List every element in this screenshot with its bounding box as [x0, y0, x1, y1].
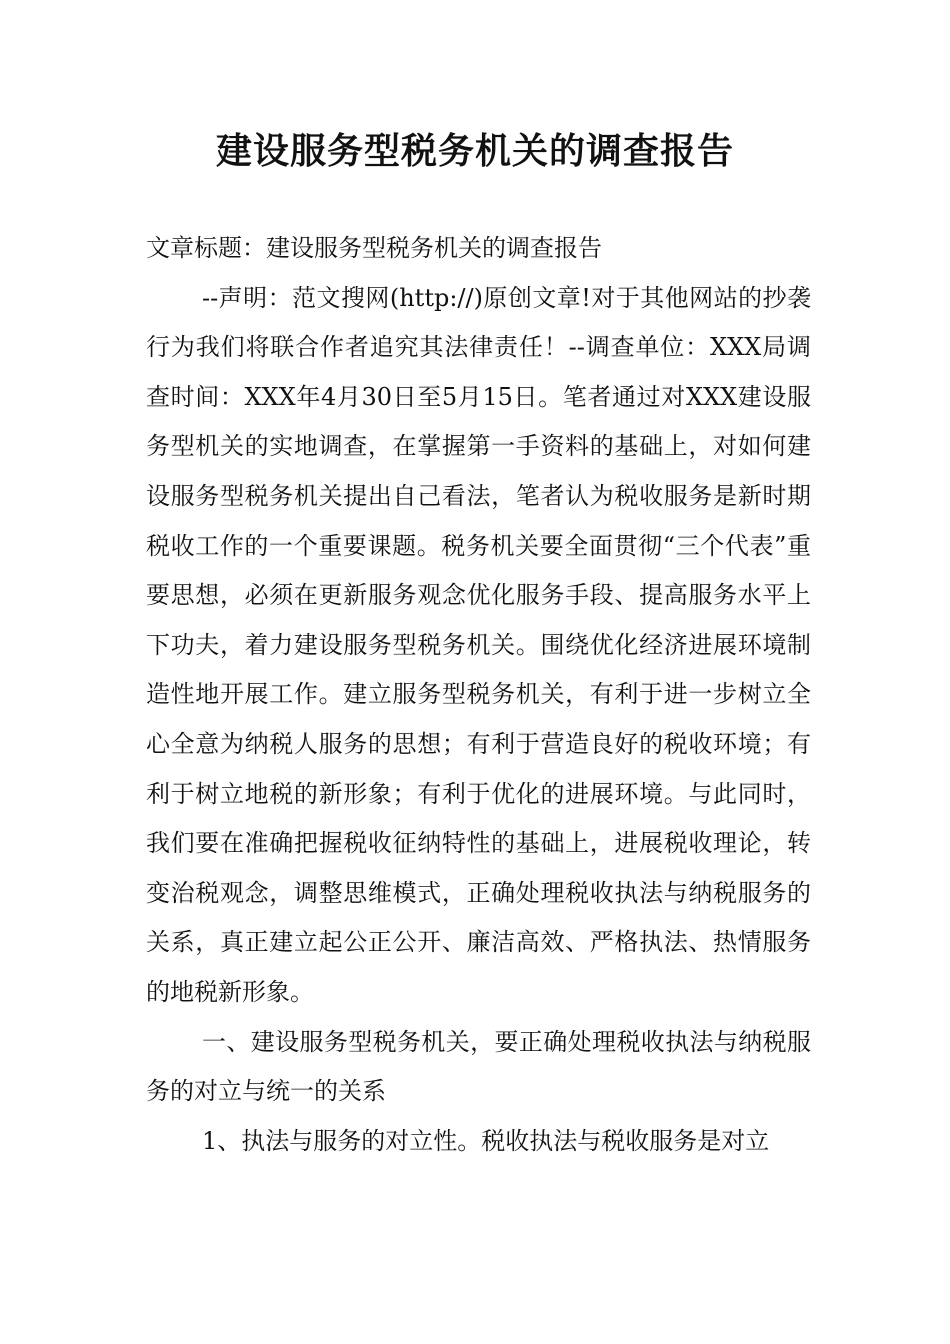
document-body: [146, 224, 811, 1166]
statement-paragraph: --声明：范文搜网(http://)原创文章!对于其他网站的抄袭行为我们将联合作者追究其法律责任！--调查单位：XXX局调查时间：XXX年4月30日至5月15日。笔者通过对XXX建设服务型机关的实地调查，在掌握第一手资料的基础上，对如何建设服务型税务机关提出自己看法，笔者认为税收服务是新时期税收工作的一个重要课题。税务机关要全面贯彻“三个代表”重要思想，必须在更新服务观念优化服务手段、提高服务水平上下功夫，着力建设服务型税务机关。围绕优化经济进展环境制造性地开展工作。建立服务型税务机关，有利于进一步树立全心全意为纳税人服务的思想；有利于营造良好的税收环境；有利于树立地税的新形象；有利于优化的进展环境。与此同时，我们要在准确把握税收征纳特性的基础上，进展税收理论，转变治税观念，调整思维模式，正确处理税收执法与纳税服务的关系，真正建立起公正公开、廉洁高效、严格执法、热情服务的地税新形象。: [146, 283, 811, 1006]
article-title-line: 文章标题：建设服务型税务机关的调查报告: [146, 234, 602, 262]
subsection-paragraph-1: 1、执法与服务的对立性。税收执法与税收服务是对立: [202, 1126, 770, 1155]
document-title: 建设服务型税务机关的调查报告: [215, 131, 734, 172]
section-heading-1: 一、建设服务型税务机关，要正确处理税收执法与纳税服务的对立与统一的关系: [146, 1027, 811, 1106]
